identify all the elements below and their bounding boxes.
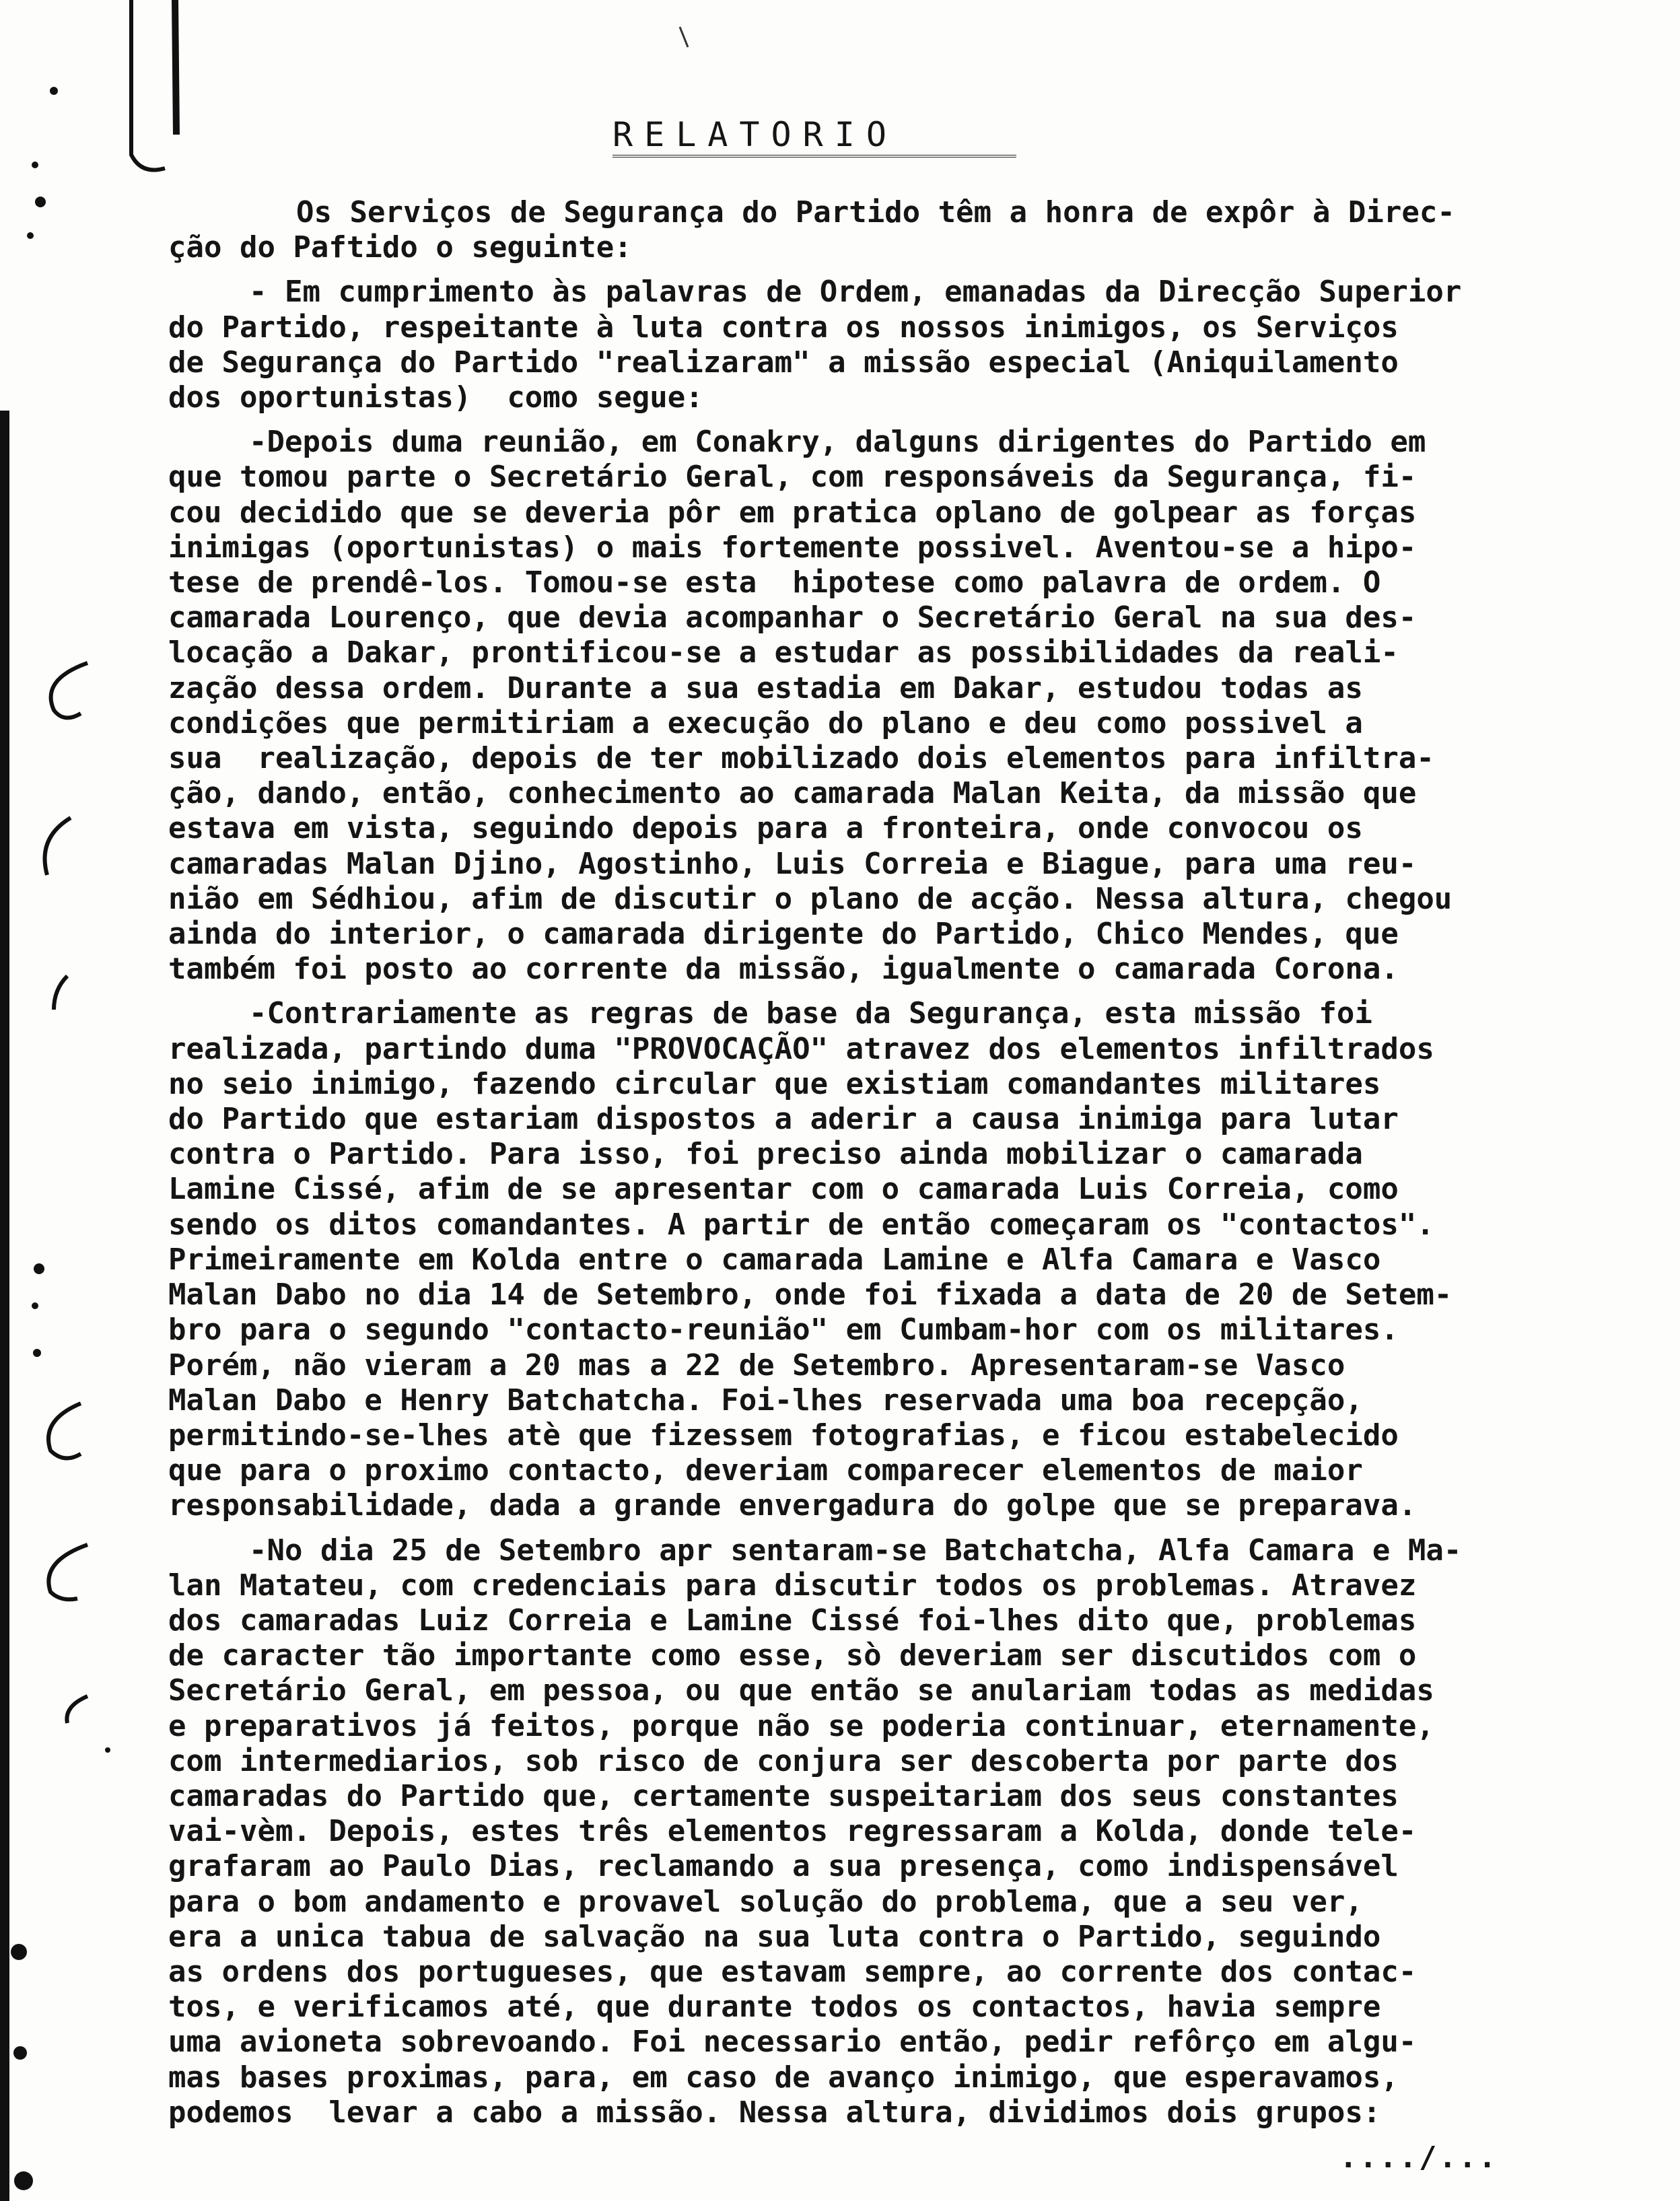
text-line: camaradas Malan Djino, Agostinho, Luis Correia e Biague, para uma reu- (168, 846, 1417, 881)
paragraph (168, 195, 1649, 265)
text-line: era a unica tabua de salvação na sua luta contra o Partido, seguindo (168, 1919, 1381, 1954)
text-line: dos oportunistas) como segue: (168, 380, 703, 415)
text-line: uma avioneta sobrevoando. Foi necessario então, pedir refôrço em algu- (168, 2025, 1417, 2060)
binder-mark-top-2 (175, 0, 176, 135)
paragraph (168, 996, 1649, 1523)
punch-hole-4 (48, 1545, 88, 1599)
punch-hole-5 (67, 1696, 88, 1723)
text-line: com intermediarios, sob risco de conjura ser descoberta por parte dos (168, 1743, 1399, 1778)
text-line: dos camaradas Luiz Correia e Lamine Cissé foi-lhes dito que, problemas (168, 1603, 1417, 1638)
text-line: de caracter tão importante como esse, sò deveriam ser discutidos com o (168, 1638, 1417, 1673)
text-line: ção do Paftido o seguinte: (168, 230, 632, 265)
text-line: locação a Dakar, prontificou-se a estudar as possibilidades da reali- (168, 635, 1399, 670)
text-line: zação dessa ordem. Durante a sua estadia em Dakar, estudou todas as (168, 670, 1363, 705)
text-line: -Contrariamente as regras de base da Segurança, esta missão foi (249, 996, 1372, 1031)
text-line: no seio inimigo, fazendo circular que existiam comandantes militares (168, 1066, 1381, 1101)
text-line: sua realização, depois de ter mobilizado dois elementos para infiltra- (168, 741, 1434, 776)
text-line: bro para o segundo "contacto-reunião" em Cumbam-hor com os militares. (168, 1313, 1399, 1348)
paragraph-gap (168, 415, 1649, 425)
text-line: lan Matateu, com credenciais para discutir todos os problemas. Atravez (168, 1568, 1417, 1603)
text-line: que tomou parte o Secretário Geral, com responsáveis da Segurança, fi- (168, 460, 1417, 495)
text-line: sendo os ditos comandantes. A partir de então começaram os "contactos". (168, 1207, 1434, 1242)
text-line: inimigas (oportunistas) o mais fortemente possivel. Aventou-se a hipo- (168, 530, 1417, 565)
text-line: as ordens dos portugueses, que estavam sempre, ao corrente dos contac- (168, 1954, 1417, 1989)
document-title: RELATORIO (612, 115, 898, 154)
text-line: tese de prendê-los. Tomou-se esta hipotese como palavra de ordem. O (168, 565, 1381, 600)
title-block (612, 116, 1030, 158)
text-line: Os Serviços de Segurança do Partido têm a honra de expôr à Direc- (296, 195, 1455, 230)
text-line: realizada, partindo duma "PROVOCAÇÃO" atravez dos elementos infiltrados (168, 1031, 1434, 1066)
text-line: do Partido que estariam dispostos a aderir a causa inimiga para lutar (168, 1102, 1399, 1137)
text-line: -Depois duma reunião, em Conakry, dalguns dirigentes do Partido em (249, 425, 1426, 460)
text-line: para o bom andamento e provavel solução do problema, que a seu ver, (168, 1884, 1363, 1919)
text-line: Primeiramente em Kolda entre o camarada Lamine e Alfa Camara e Vasco (168, 1242, 1381, 1277)
paragraph (168, 425, 1649, 987)
document-body (168, 195, 1649, 2130)
paragraph-gap (168, 265, 1649, 275)
text-line: e preparativos já feitos, porque não se poderia continuar, eternamente, (168, 1708, 1434, 1743)
left-edge-bar (0, 411, 9, 2201)
text-line: Malan Dabo no dia 14 de Setembro, onde foi fixada a data de 20 de Setem- (168, 1278, 1452, 1313)
punch-hole-3 (48, 1403, 81, 1458)
punch-hole-1 (51, 663, 88, 718)
text-line: Porém, não vieram a 20 mas a 22 de Setembro. Apresentaram-se Vasco (168, 1348, 1345, 1383)
text-line: também foi posto ao corrente da missão, igualmente o camarada Corona. (168, 952, 1399, 987)
text-line: Secretário Geral, em pessoa, ou que então se anulariam todas as medidas (168, 1673, 1434, 1708)
text-line: responsabilidade, dada a grande envergadura do golpe que se preparava. (168, 1488, 1417, 1523)
title-underline (612, 155, 1016, 158)
paragraph-gap (168, 987, 1649, 996)
text-line: -No dia 25 de Setembro apr sentaram-se Batchatcha, Alfa Camara e Ma- (249, 1533, 1462, 1568)
text-line: condições que permitiriam a execução do plano e deu como possivel a (168, 705, 1363, 740)
text-line: vai-vèm. Depois, estes três elementos regressaram a Kolda, donde tele- (168, 1814, 1417, 1849)
text-line: nião em Sédhiou, afim de discutir o plano de acção. Nessa altura, chegou (168, 881, 1452, 916)
text-line: Malan Dabo e Henry Batchatcha. Foi-lhes reservada uma boa recepção, (168, 1383, 1363, 1418)
text-line: ção, dando, então, conhecimento ao camarada Malan Keita, da missão que (168, 776, 1417, 811)
text-line: - Em cumprimento às palavras de Ordem, emanadas da Direcção Superior (249, 275, 1462, 310)
punch-hole-6 (54, 976, 67, 1010)
punch-hole-2 (45, 818, 71, 875)
text-line: tos, e verificamos até, que durante todos os contactos, havia sempre (168, 1990, 1381, 2025)
text-line: que para o proximo contacto, deveriam comparecer elementos de maior (168, 1453, 1363, 1488)
text-line: permitindo-se-lhes atè que fizessem fotografias, e ficou estabelecido (168, 1418, 1399, 1453)
text-line: mas bases proximas, para, em caso de avanço inimigo, que esperavamos, (168, 2060, 1399, 2095)
text-line: podemos levar a cabo a missão. Nessa altura, dividimos dois grupos: (168, 2095, 1381, 2130)
paragraph-gap (168, 1524, 1649, 1533)
text-line: camarada Lourenço, que devia acompanhar o Secretário Geral na sua des- (168, 600, 1417, 635)
text-line: camaradas do Partido que, certamente suspeitariam dos seus constantes (168, 1778, 1399, 1813)
text-line: contra o Partido. Para isso, foi preciso ainda mobilizar o camarada (168, 1137, 1363, 1172)
text-line: Lamine Cissé, afim de se apresentar com o camarada Luis Correia, como (168, 1172, 1399, 1207)
text-line: de Segurança do Partido "realizaram" a missão especial (Aniquilamento (168, 345, 1399, 380)
binder-mark-top (131, 0, 165, 170)
continuation-marker: ..../... (1339, 2140, 1498, 2175)
text-line: grafaram ao Paulo Dias, reclamando a sua presença, como indispensável (168, 1849, 1399, 1884)
paragraph (168, 1533, 1649, 2130)
paragraph (168, 275, 1649, 415)
text-line: ainda do interior, o camarada dirigente do Partido, Chico Mendes, que (168, 917, 1399, 952)
text-line: cou decidido que se deveria pôr em pratica oplano de golpear as forças (168, 495, 1417, 530)
text-line: estava em vista, seguindo depois para a fronteira, onde convocou os (168, 811, 1363, 846)
text-line: do Partido, respeitante à luta contra os nossos inimigos, os Serviços (168, 310, 1399, 345)
